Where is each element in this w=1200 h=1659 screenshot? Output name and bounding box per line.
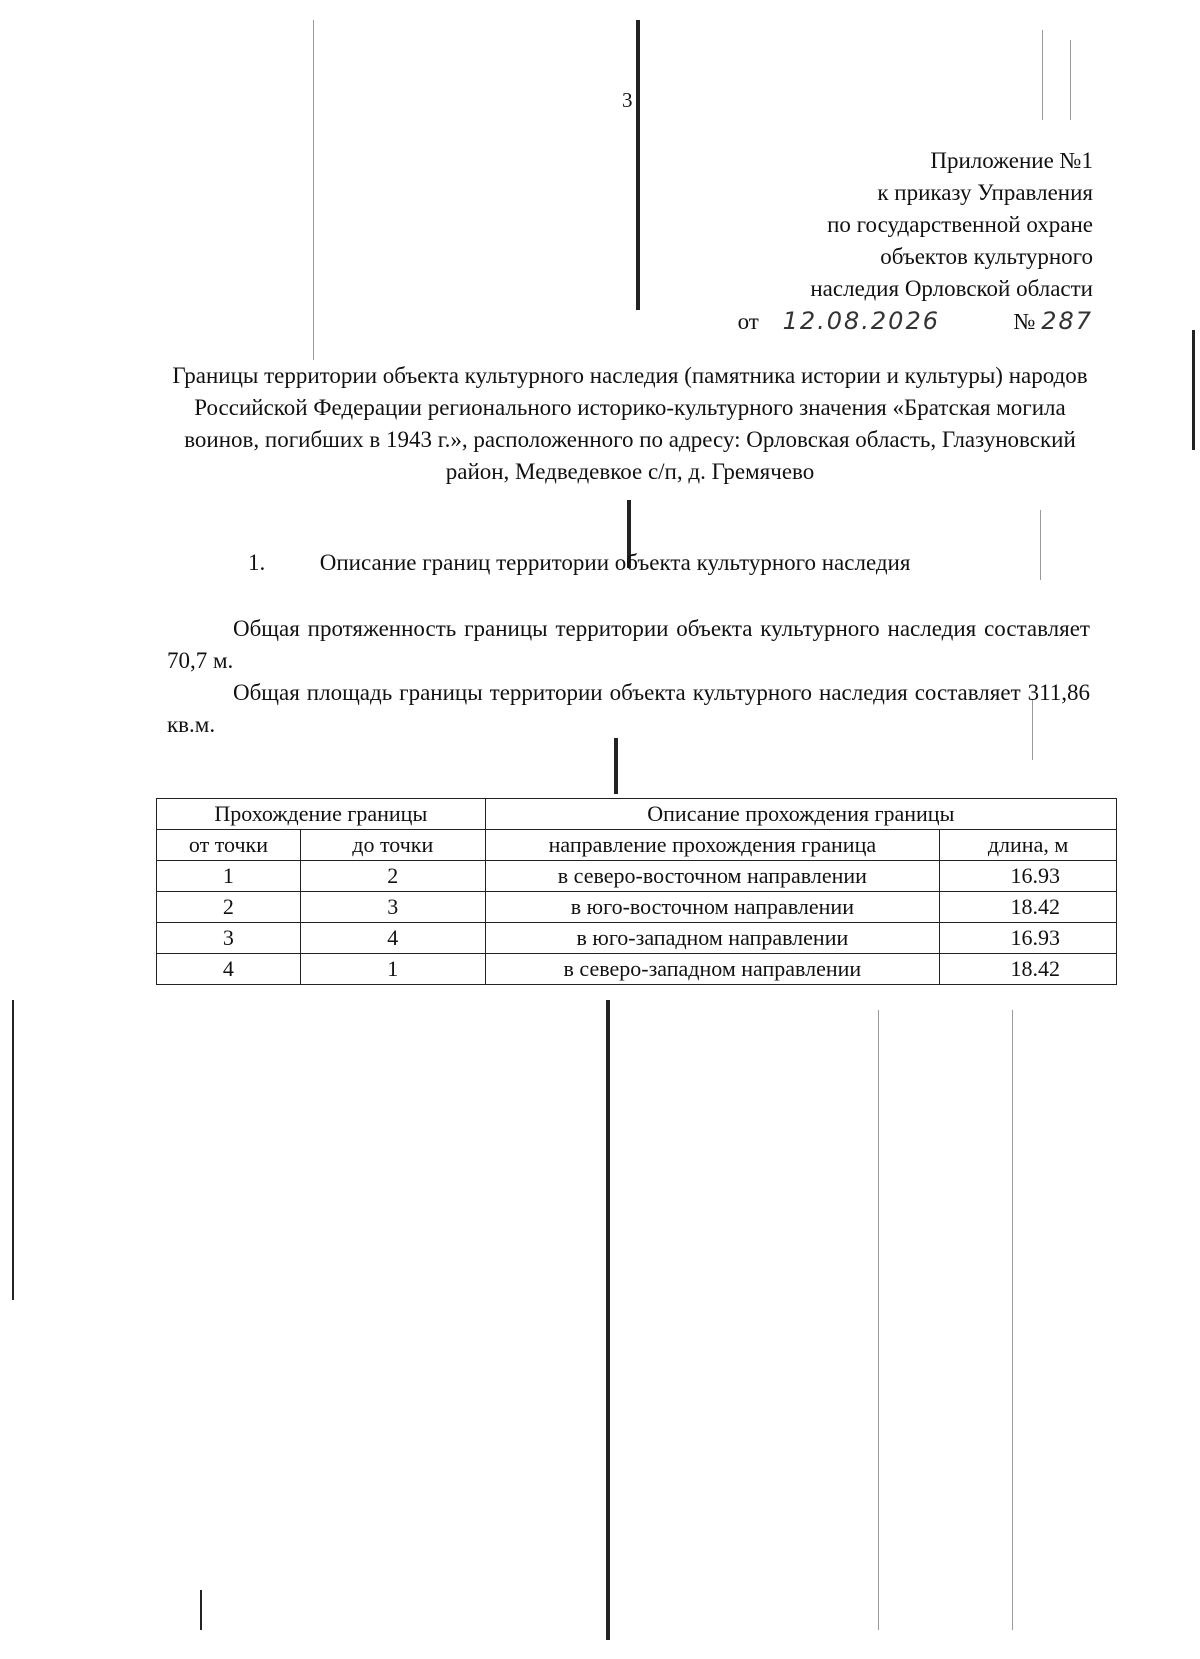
table-row xyxy=(157,954,1117,985)
table-header: направление прохождения граница xyxy=(485,830,939,861)
scan-artifact-line xyxy=(614,738,618,794)
section-heading-text: Описание границ территории объекта культурного наследия xyxy=(319,550,911,575)
table-row xyxy=(157,923,1117,954)
appendix-line: по государственной охране xyxy=(827,212,1093,237)
scan-artifact-line xyxy=(606,1000,610,1640)
table-cell: 3 xyxy=(300,892,485,923)
scan-artifact-line xyxy=(636,20,640,310)
table-row xyxy=(157,861,1117,892)
scan-artifact-line xyxy=(1042,30,1043,120)
table-cell: 3 xyxy=(157,923,301,954)
scan-artifact-line xyxy=(1070,40,1071,120)
page-number: 3 xyxy=(622,88,633,112)
table-cell: 2 xyxy=(157,892,301,923)
appendix-line: к приказу Управления xyxy=(877,180,1093,205)
scan-artifact-line xyxy=(1192,330,1195,450)
table-cell: 18.42 xyxy=(940,892,1117,923)
table-cell: в юго-восточном направлении xyxy=(485,892,939,923)
table-cell: 2 xyxy=(300,861,485,892)
table-cell: в северо-западном направлении xyxy=(485,954,939,985)
table-cell: 18.42 xyxy=(940,954,1117,985)
table-header-row xyxy=(157,830,1117,861)
scan-artifact-line xyxy=(313,20,314,360)
date-prefix: от xyxy=(737,309,759,334)
number-prefix: № xyxy=(1013,309,1036,334)
table-group-header-row xyxy=(157,799,1117,830)
appendix-line: объектов культурного xyxy=(880,244,1093,269)
table-cell: 16.93 xyxy=(940,923,1117,954)
section-number: 1. xyxy=(248,550,266,575)
table-cell: 4 xyxy=(157,954,301,985)
table-header: от точки xyxy=(157,830,301,861)
order-date: 12.08.2026 xyxy=(782,307,940,335)
table-group-header: Прохождение границы xyxy=(157,799,486,830)
table-cell: 16.93 xyxy=(940,861,1117,892)
appendix-line: наследия Орловской области xyxy=(810,276,1093,301)
scan-artifact-line xyxy=(200,1590,202,1630)
table-header: длина, м xyxy=(940,830,1117,861)
scan-artifact-line xyxy=(1040,510,1041,580)
appendix-header xyxy=(738,145,1093,339)
table-group-header: Описание прохождения границы xyxy=(485,799,1116,830)
scan-artifact-line xyxy=(1012,1010,1013,1630)
order-number: 287 xyxy=(1041,307,1093,335)
boundary-table xyxy=(156,798,1117,985)
table-cell: в северо-восточном направлении xyxy=(485,861,939,892)
appendix-line: Приложение №1 xyxy=(930,148,1093,173)
scan-artifact-line xyxy=(878,1010,879,1630)
paragraph-area: Общая площадь границы территории объекта культурного наследия составляет 311,86 кв.м. xyxy=(167,680,1090,737)
table-header: до точки xyxy=(300,830,485,861)
table-cell: 1 xyxy=(300,954,485,985)
table-cell: 4 xyxy=(300,923,485,954)
scan-artifact-line xyxy=(12,1000,14,1300)
document-title: Границы территории объекта культурного наследия (памятника истории и культуры) народов Российской Федерации регионального историко-культурного значения «Братская могила воинов, погибших в 1943 г.», расположенного по адресу: Орловская область, Глазуновский район, Медведевкое с/п, д. Гремячево xyxy=(172,363,1088,484)
order-date-number-line xyxy=(738,305,1093,339)
table-cell: в юго-западном направлении xyxy=(485,923,939,954)
table-cell: 1 xyxy=(157,861,301,892)
table-row xyxy=(157,892,1117,923)
paragraph-length: Общая протяженность границы территории объекта культурного наследия составляет 70,7 м. xyxy=(167,616,1090,673)
section-heading xyxy=(248,550,910,576)
